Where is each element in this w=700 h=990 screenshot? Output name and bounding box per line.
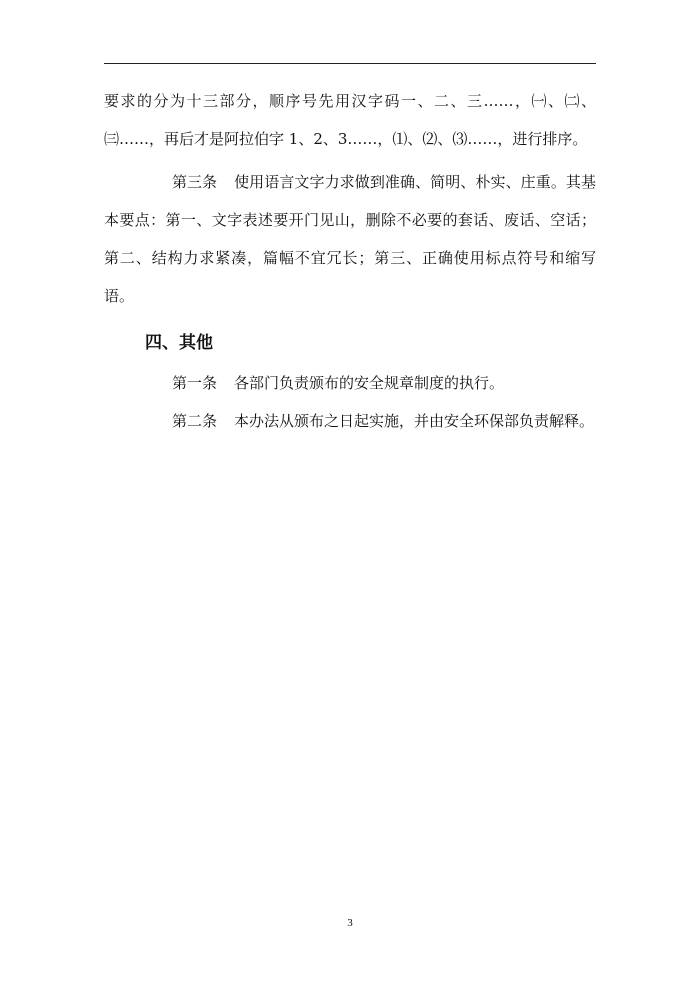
intro-paragraph: 要求的分为十三部分，顺序号先用汉字码一、二、三……，㈠、㈡、㈢……，再后才是阿拉伯字 1、2、3……，⑴、⑵、⑶……，进行排序。 xyxy=(104,92,596,148)
page-number: 3 xyxy=(347,917,353,929)
article-3-text: 使用语言文字力求做到准确、简明、朴实、庄重。其基本要点：第一、文字表述要开门见山，删除不必要的套话、废话、空话；第二、结构力求紧凑，篇幅不宜冗长；第三、正确使用标点符号和缩写语。 xyxy=(104,173,596,305)
section-article-2-label: 第二条 xyxy=(172,412,218,430)
section-article-2-text: 本办法从颁布之日起实施，并由安全环保部负责解释。 xyxy=(234,412,595,430)
section-article-1 xyxy=(104,364,596,402)
document-body xyxy=(104,82,596,440)
section-article-1-label: 第一条 xyxy=(172,374,218,392)
header-rule xyxy=(104,63,596,64)
article-3-paragraph xyxy=(104,163,596,315)
article-3-label: 第三条 xyxy=(172,173,218,191)
section-heading: 四、其他 xyxy=(145,333,213,353)
section-article-1-text: 各部门负责颁布的安全规章制度的执行。 xyxy=(234,374,505,392)
section-article-2 xyxy=(104,402,596,440)
